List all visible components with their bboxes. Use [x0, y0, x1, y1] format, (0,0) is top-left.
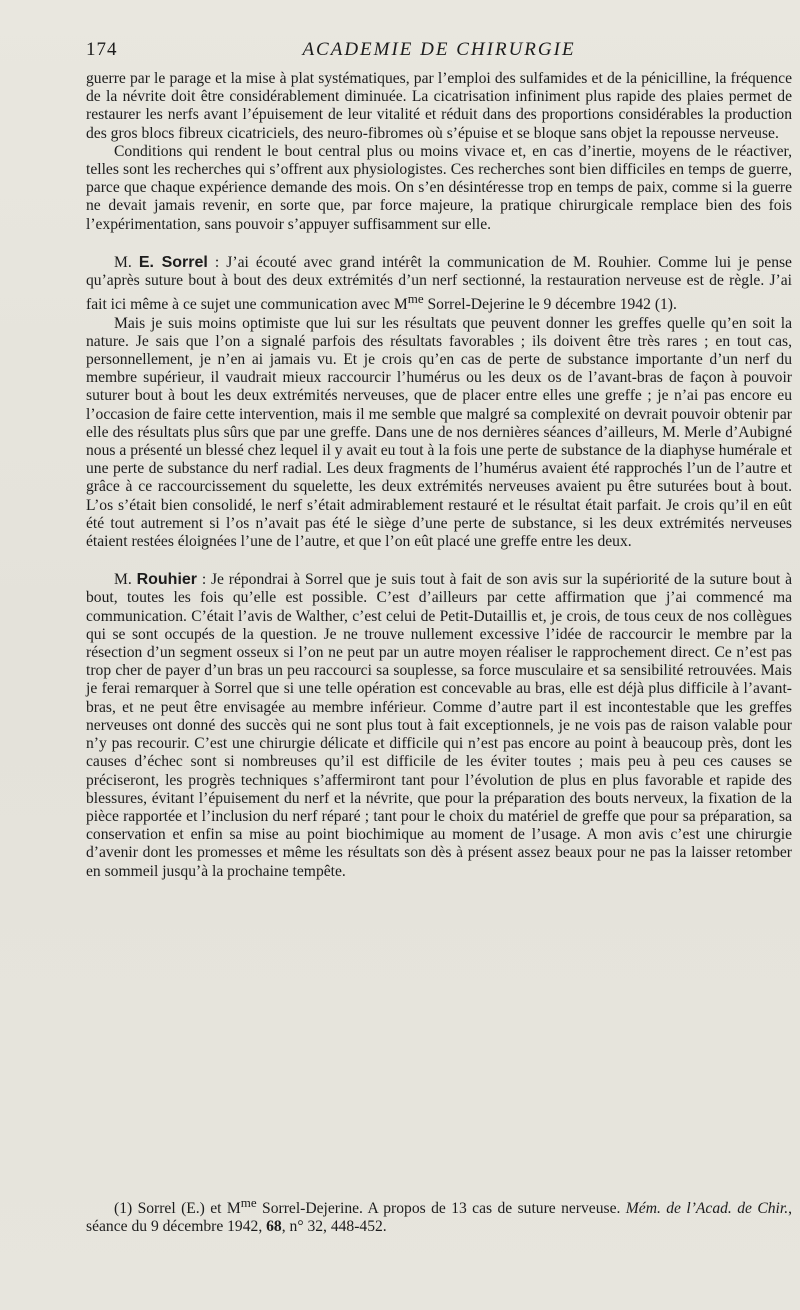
footnote-part: (1) Sorrel (E.) et M [114, 1200, 241, 1218]
paragraph-sorrel-intro [86, 254, 792, 315]
speaker-prefix: M. [114, 571, 137, 589]
spacer [86, 551, 792, 571]
paragraph-continuation: guerre par le parage et la mise à plat systématiques, par l’emploi des sulfamides et de la pénicilline, la fréquence de la névrite doit être considérablement diminuée. La cicatrisation infiniment plus rapide des plaies permet de restaurer les nerfs avant l’épuisement de leur vitalité et réduit dans des proportions considérables la production des gros blocs fibreux cicatriciels, des neuro-fibromes où s’épuise et se bloque sans objet la repousse nerveuse. [86, 70, 792, 142]
footnote-part: , n° 32, 448-452. [281, 1218, 387, 1236]
superscript-mme: me [240, 1195, 257, 1210]
paragraph-rouhier-reply [86, 571, 792, 880]
speaker-name-sorrel: E. Sorrel [138, 253, 208, 271]
speaker-name-rouhier: Rouhier [136, 571, 198, 589]
spacer [86, 234, 792, 254]
page-header [86, 38, 792, 62]
sorrel-text-b: Sorrel-Dejerine le 9 décembre 1942 (1). [423, 296, 677, 314]
speaker-prefix: M. [114, 253, 139, 271]
footnote-part: Sorrel-Dejerine. A propos de 13 cas de suture nerveuse. [256, 1200, 626, 1218]
footnote-part: , séance du 9 décembre 1942, [86, 1200, 792, 1236]
journal-title: Mém. de l’Acad. de Chir. [625, 1200, 789, 1218]
paragraph-conditions: Conditions qui rendent le bout central plus ou moins vivace et, en cas d’inertie, moyens de le réactiver, telles sont les recherches qui s’offrent aux physiologistes. Ces recherches sont bien difficiles en temps de guerre, parce que chaque expérience demande des mois. On s’en désintéresse trop en temps de paix, comme si la guerre ne devait jamais revenir, en sorte que, par force majeure, la pratique chirurgicale remplace bien des fois l’expérimentation, sans pouvoir s’appuyer suffisamment sur elle. [86, 142, 792, 233]
volume-number: 68 [266, 1218, 282, 1236]
superscript-mme: me [407, 291, 424, 307]
footnote [86, 1194, 792, 1237]
running-title: ACADEMIE DE CHIRURGIE [302, 39, 576, 60]
page-number: 174 [86, 39, 118, 60]
rouhier-text: : Je répondrai à Sorrel que je suis tout à fait de son avis sur la supériorité de la suture bout à bout, toutes les fois qu’elle est possible. C’est d’ailleurs par cette affirmation que j’ai commencé ma communication. C’était l’avis de Walther, c’est celui de Petit-Dutaillis et, je crois, de tous ceux de nos collègues qui se sont occupés de la question. Je ne trouve nullement excessive l’idée de raccourcir le membre par la résection d’un segment osseux si l’on ne peut par un autre moyen réaliser le rapprochement direct. Ce n’est pas trop cher de payer d’un bras un peu raccourci sa souplesse, sa force musculaire et sa sensibilité retrouvées. Mais je ferai remarquer à Sorrel que si une telle opération est concevable au bras, elle est déjà plus difficile à l’avant-bras, et ne peut être envisagée au membre inférieur. Comme d’autre part il est incontestable que les greffes nerveuses ont donné des succès qui ne sont plus tout à fait exceptionnels, je ne vois pas de raison valable pour n’y pas recourir. C’est une chirurgie délicate et difficile qui n’est pas encore au point à beaucoup près, dont les causes d’échec sont si nombreuses qu’il est difficile de les éviter toutes ; mais peu à peu ces causes se préciseront, les progrès techniques s’affermiront tant pour l’évolution de plus en plus favorable et rapide des blessures, évitant l’épuisement du nerf et la névrite, que pour la préparation des bouts nerveux, la fixation de la pièce rapportée et l’inclusion du nerf réparé ; tant pour le choix du matériel de greffe que pour sa préparation, sa conservation et enfin sa mise au point biochimique au moment de l’usage. A mon avis c’est une chirurgie d’avenir dont les promesses et même les résultats son dès à présent assez beaux pour ne pas la laisser retomber en sommeil jusqu’à la prochaine tempête. [86, 571, 792, 880]
article-body [86, 70, 792, 881]
sorrel-text-a: : J’ai écouté avec grand intérêt la communication de M. Rouhier. Comme lui je pense qu’après suture bout à bout des deux extrémités d’un nerf sectionné, la restauration nerveuse est de règle. J’ai fait ici même à ce sujet une communication avec M [86, 253, 792, 314]
paragraph-sorrel-greffes: Mais je suis moins optimiste que lui sur les résultats que peuvent donner les greffes quelle qu’en soit la nature. Je sais que l’on a signalé parfois des résultats favorables ; ils doivent être très rares ; en tout cas, personnellement, je n’en ai jamais vu. Et je crois qu’en cas de perte de substance importante d’un nerf du membre supérieur, il vaudrait mieux raccourcir l’humérus ou les deux os de l’avant-bras de façon à pouvoir suturer bout à bout les deux extrémités nerveuses, que de placer entre elles une greffe ; je n’ai pas encore eu l’occasion de faire cette intervention, mais il me semble que malgré sa complexité on devrait pouvoir obtenir par elle des résultats plus sûrs que par une greffe. Dans une de nos dernières séances d’ailleurs, M. Merle d’Aubigné nous a présenté un blessé chez lequel il y avait eu tout à la fois une perte de substance de la diaphyse humérale et une perte de substance du nerf radial. Les deux fragments de l’humérus avaient été rapprochés l’un de l’autre et grâce à ce raccourcissement du squelette, les deux extrémités nerveuses avaient pu être suturées bout à bout. L’os s’était bien consolidé, le nerf s’était admirablement restauré et le résultat était parfait. Je crois qu’il en eût été tout autrement si l’os n’avait pas été le siège d’une perte de substance, si les deux extrémités nerveuses étaient restées éloignées l’une de l’autre, et que l’on eût placé une greffe entre les deux. [86, 314, 792, 551]
footnote-text [86, 1194, 792, 1237]
